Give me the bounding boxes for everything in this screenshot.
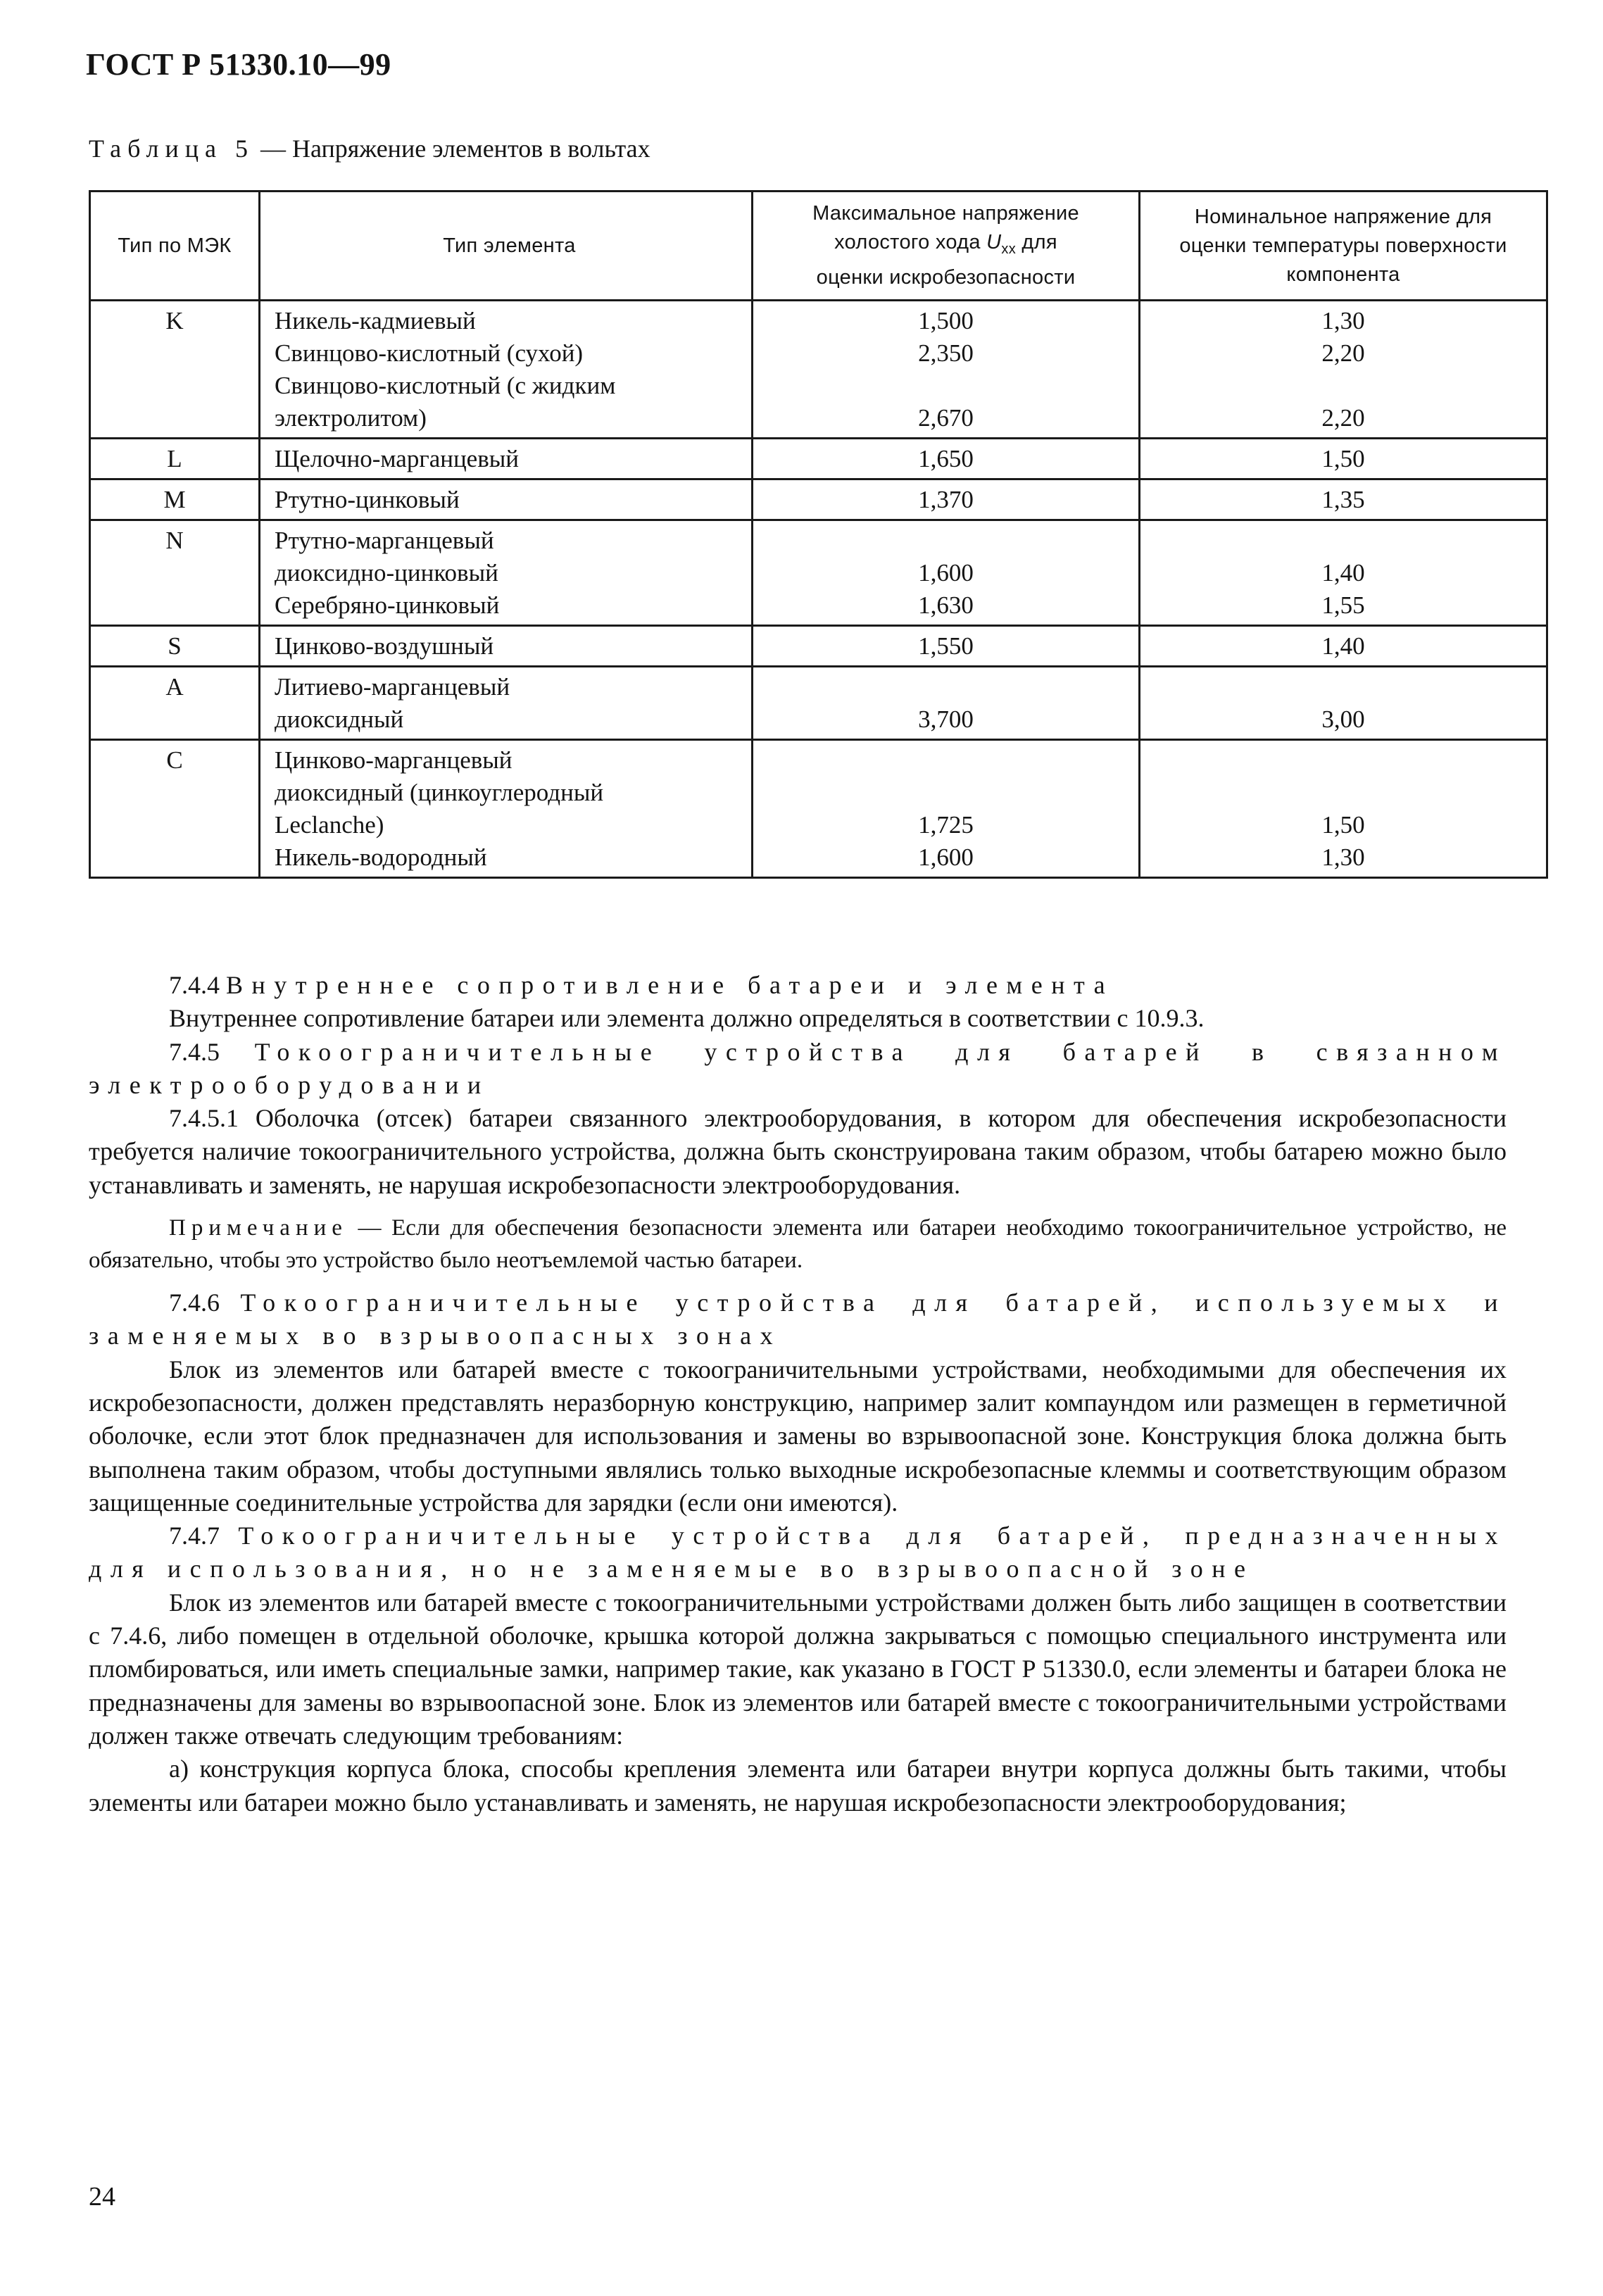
section-7-4-5-1-body: 7.4.5.1 Оболочка (отсек) батареи связанного электрооборудования, в котором для обеспечения искробезопасности требуется наличие токоограничительного устройства, должна быть сконструирована таким образом, чтобы батарею можно было устанавливать и заменять, не нарушая искробезопасности электрооборудования. [89, 1104, 1507, 1199]
nominal-voltage-value [1148, 671, 1539, 703]
cell-element-type [260, 740, 753, 878]
column-header-iec-type: Тип по МЭК [90, 192, 260, 301]
cell-iec-type: C [90, 740, 260, 878]
max-voltage-value: 1,550 [918, 632, 974, 660]
cell-element-type [260, 479, 753, 520]
cell-max-voltage [753, 520, 1140, 626]
nominal-voltage-value: 1,40 [1321, 559, 1365, 586]
nominal-voltage-value: 2,20 [1321, 404, 1365, 432]
element-line: Свинцово-кислотный (с жидким [275, 372, 616, 399]
section-7-4-6-title: Токоограничительные устройства для батарей, используемых и заменяемых во взрывоопасных зонах [89, 1288, 1507, 1350]
section-7-4-7-title: Токоограничительные устройства для батарей, предназначенных для использования, но не заменяемые во взрывоопасной зоне [89, 1522, 1507, 1583]
max-voltage-value: 1,600 [918, 559, 974, 586]
max-voltage-value: 3,700 [918, 705, 974, 733]
max-voltage-value [760, 744, 1131, 777]
max-voltage-value: 1,650 [918, 445, 974, 472]
column-header-element-type: Тип элемента [260, 192, 753, 301]
note-body: — Если для обеспечения безопасности элемента или батареи необходимо токоограничительное устройство, не обязательно, чтобы это устройство было неотъемлемой частью батареи. [89, 1215, 1507, 1274]
page-number: 24 [89, 2182, 115, 2212]
element-line: Свинцово-кислотный (сухой) [275, 339, 584, 367]
element-line: электролитом) [275, 404, 427, 432]
cell-iec-type: M [90, 479, 260, 520]
element-line: Литиево-марганцевый [275, 673, 510, 701]
section-7-4-6-number: 7.4.6 [169, 1288, 220, 1317]
cell-element-type [260, 626, 753, 667]
cell-max-voltage [753, 479, 1140, 520]
section-7-4-5-heading [89, 1036, 1507, 1103]
cell-element-type [260, 667, 753, 740]
nominal-voltage-value [1148, 744, 1539, 777]
open-circuit-voltage-symbol: U [986, 230, 1002, 253]
column-header-nominal-voltage: Номинальное напряжение для оценки температуры поверхности компонента [1140, 192, 1547, 301]
section-7-4-6-body: Блок из элементов или батарей вместе с токоограничительными устройствами, необходимыми для обеспечения их искробезопасности, должен представлять неразборную конструкцию, например залит компаундом или размещен в герметичной оболочке, если этот блок предназначен для использования и замены во взрывоопасной зоне. Конструкция блока должна быть выполнена таким образом, чтобы доступными являлись только выходные искробезопасные клеммы и соответствующим образом защищенные соединительные устройства для зарядки (если они имеются). [89, 1355, 1507, 1517]
element-line: диоксидный (цинкоуглеродный [275, 779, 604, 806]
section-7-4-7-body: Блок из элементов или батарей вместе с токоограничительными устройствами должен быть либо защищен в соответствии с 7.4.6, либо помещен в отдельной оболочке, крышка которой должна закрываться с помощью специального инструмента или пломбироваться, или иметь специальные замки, например такие, как указано в ГОСТ Р 51330.0, если элементы и батареи блока не предназначены для замены во взрывоопасной зоне. Блок из элементов или батарей вместе с токоограничительными устройствами должен также отвечать следующим требованиям: [89, 1588, 1507, 1750]
section-7-4-6-heading [89, 1286, 1507, 1353]
cell-nominal-voltage [1140, 520, 1547, 626]
table-caption-lead: Таблица 5 [89, 134, 254, 163]
nominal-voltage-value: 1,30 [1321, 843, 1365, 871]
nominal-voltage-value: 1,35 [1321, 486, 1365, 513]
element-line: диоксидный [275, 705, 404, 733]
max-voltage-value [760, 370, 1131, 402]
cell-max-voltage [753, 667, 1140, 740]
nominal-voltage-value: 3,00 [1321, 705, 1365, 733]
element-line: диоксидно-цинковый [275, 559, 498, 586]
cell-iec-type: K [90, 301, 260, 439]
cell-iec-type: S [90, 626, 260, 667]
column-header-max-voltage [753, 192, 1140, 301]
max-voltage-line-2-pre: холостого хода [834, 230, 987, 253]
table-row [90, 740, 1547, 878]
nominal-voltage-value: 1,55 [1321, 591, 1365, 619]
max-voltage-line-2-post: для [1016, 230, 1057, 253]
max-voltage-value: 1,725 [918, 811, 974, 839]
table-caption [89, 134, 650, 163]
nominal-voltage-value: 1,40 [1321, 632, 1365, 660]
max-voltage-value: 1,630 [918, 591, 974, 619]
cell-element-type [260, 439, 753, 479]
open-circuit-voltage-subscript: xx [1001, 241, 1017, 257]
voltage-table [89, 190, 1548, 879]
element-line: Ртутно-цинковый [275, 486, 460, 513]
cell-element-type [260, 301, 753, 439]
table-row [90, 520, 1547, 626]
section-7-4-4-body: Внутреннее сопротивление батареи или элемента должно определяться в соответствии с 10.9.3. [169, 1004, 1205, 1033]
nominal-voltage-value: 1,50 [1321, 811, 1365, 839]
cell-iec-type: L [90, 439, 260, 479]
max-voltage-value: 1,500 [918, 307, 974, 334]
section-7-4-7-number: 7.4.7 [169, 1522, 220, 1550]
max-voltage-line-3: оценки искробезопасности [816, 266, 1076, 289]
table-row [90, 301, 1547, 439]
cell-nominal-voltage [1140, 439, 1547, 479]
element-line: Никель-кадмиевый [275, 307, 476, 334]
max-voltage-line-1: Максимальное напряжение [812, 201, 1079, 225]
page-header: ГОСТ Р 51330.10—99 [86, 47, 391, 82]
nominal-voltage-value: 2,20 [1321, 339, 1365, 367]
cell-nominal-voltage [1140, 301, 1547, 439]
section-7-4-5-title: Токоограничительные устройства для батарей в связанном электрооборудовании [89, 1037, 1507, 1099]
section-7-4-4-number: 7.4.4 [169, 971, 220, 999]
cell-element-type [260, 520, 753, 626]
table-row [90, 667, 1547, 740]
table-caption-text: — Напряжение элементов в вольтах [253, 134, 650, 163]
element-line: Никель-водородный [275, 843, 487, 871]
note-lead: Примечание [169, 1215, 348, 1241]
cell-nominal-voltage [1140, 479, 1547, 520]
note [89, 1212, 1507, 1276]
nominal-voltage-value: 1,50 [1321, 445, 1365, 472]
element-line: Щелочно-марганцевый [275, 445, 519, 472]
section-7-4-5-number: 7.4.5 [169, 1037, 220, 1066]
max-voltage-value [760, 525, 1131, 557]
max-voltage-value: 2,670 [918, 404, 974, 432]
cell-nominal-voltage [1140, 740, 1547, 878]
section-7-4-7-heading [89, 1519, 1507, 1586]
table-row [90, 479, 1547, 520]
table-row [90, 626, 1547, 667]
table-header-row [90, 192, 1547, 301]
cell-nominal-voltage [1140, 667, 1547, 740]
table-body [90, 301, 1547, 878]
cell-max-voltage [753, 626, 1140, 667]
cell-max-voltage [753, 439, 1140, 479]
nominal-voltage-value: 1,30 [1321, 307, 1365, 334]
max-voltage-value: 2,350 [918, 339, 974, 367]
document-body [89, 969, 1507, 1819]
max-voltage-value: 1,600 [918, 843, 974, 871]
max-voltage-value [760, 777, 1131, 809]
element-line: Цинково-марганцевый [275, 746, 513, 774]
nominal-voltage-value [1148, 777, 1539, 809]
nominal-voltage-value [1148, 525, 1539, 557]
element-line: Серебряно-цинковый [275, 591, 500, 619]
cell-max-voltage [753, 301, 1140, 439]
section-7-4-4-title: Внутреннее сопротивление батареи и элемента [226, 971, 1114, 999]
element-line: Leclanche) [275, 811, 384, 839]
element-line: Цинково-воздушный [275, 632, 494, 660]
section-7-4-4-heading [89, 969, 1507, 1002]
cell-nominal-voltage [1140, 626, 1547, 667]
cell-iec-type: N [90, 520, 260, 626]
element-line: Ртутно-марганцевый [275, 527, 494, 554]
max-voltage-line-2 [760, 228, 1131, 264]
list-item-a: а) конструкция корпуса блока, способы крепления элемента или батареи внутри корпуса должны быть такими, чтобы элементы или батареи можно было устанавливать и заменять, не нарушая искробезопасности электрооборудования; [89, 1755, 1507, 1817]
nominal-voltage-value [1148, 370, 1539, 402]
table-row [90, 439, 1547, 479]
max-voltage-value: 1,370 [918, 486, 974, 513]
cell-iec-type: A [90, 667, 260, 740]
max-voltage-value [760, 671, 1131, 703]
cell-max-voltage [753, 740, 1140, 878]
